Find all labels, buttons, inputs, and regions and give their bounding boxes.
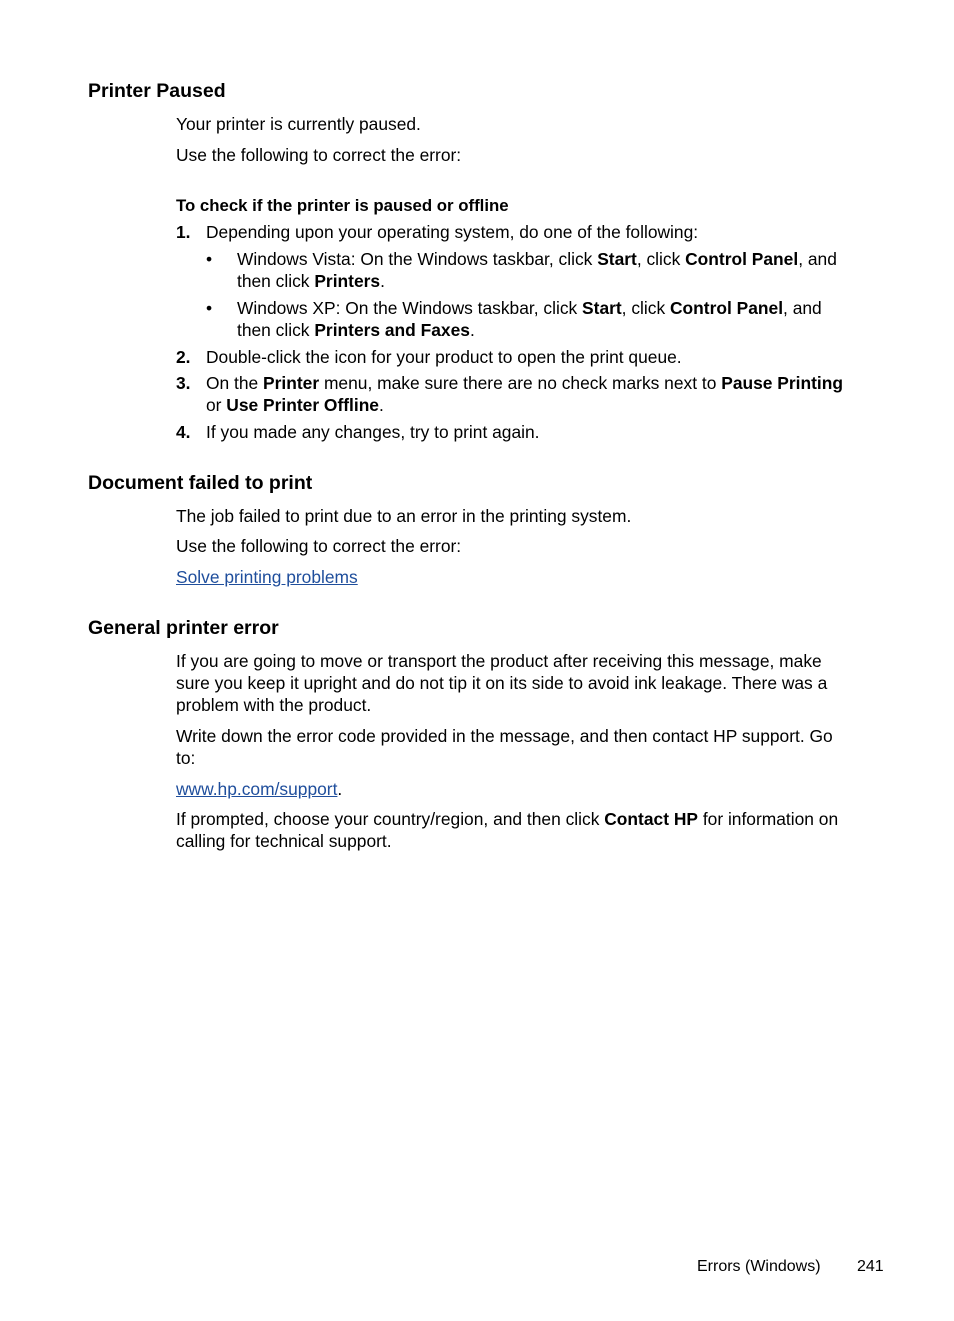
bullet-item-vista: Windows Vista: On the Windows taskbar, click Start, click Control Panel, and then click Printers. [237, 249, 837, 291]
paragraph: Use the following to correct the error: [176, 145, 462, 165]
paragraph: Your printer is currently paused. [176, 114, 421, 134]
bullet-mark: • [206, 298, 213, 318]
procedure-subheading: To check if the printer is paused or offline [176, 196, 509, 215]
paragraph: If you are going to move or transport the product after receiving this message, make sure you keep it upright and do not tip it on its side to avoid ink leakage. There was a problem with the product. [176, 651, 828, 715]
step-text: Double-click the icon for your product to open the print queue. [206, 347, 682, 367]
hp-support-link[interactable]: www.hp.com/support [176, 779, 338, 799]
step-text: On the Printer menu, make sure there are no check marks next to Pause Printing or Use Printer Offline. [206, 373, 843, 415]
step-number: 4. [176, 422, 191, 442]
bullet-item-xp: Windows XP: On the Windows taskbar, click Start, click Control Panel, and then click Printers and Faxes. [237, 298, 822, 340]
paragraph: Write down the error code provided in the message, and then contact HP support. Go to: [176, 726, 833, 768]
step-number: 3. [176, 373, 191, 393]
support-link-line: www.hp.com/support. [176, 779, 343, 799]
section-heading-document-failed: Document failed to print [88, 472, 313, 494]
footer-section-name: Errors (Windows) [697, 1258, 821, 1275]
solve-printing-problems-link[interactable]: Solve printing problems [176, 567, 358, 587]
section-heading-printer-paused: Printer Paused [88, 80, 226, 102]
bullet-mark: • [206, 249, 213, 269]
page-number: 241 [857, 1258, 884, 1275]
paragraph: The job failed to print due to an error in the printing system. [176, 506, 632, 526]
paragraph: Use the following to correct the error: [176, 536, 462, 556]
step-number: 1. [176, 222, 191, 242]
step-number: 2. [176, 347, 191, 367]
section-heading-general-printer-error: General printer error [88, 617, 279, 639]
step-text: If you made any changes, try to print again. [206, 422, 540, 442]
paragraph: If prompted, choose your country/region, and then click Contact HP for information on calling for technical support. [176, 809, 839, 851]
step-text: Depending upon your operating system, do one of the following: [206, 222, 699, 242]
